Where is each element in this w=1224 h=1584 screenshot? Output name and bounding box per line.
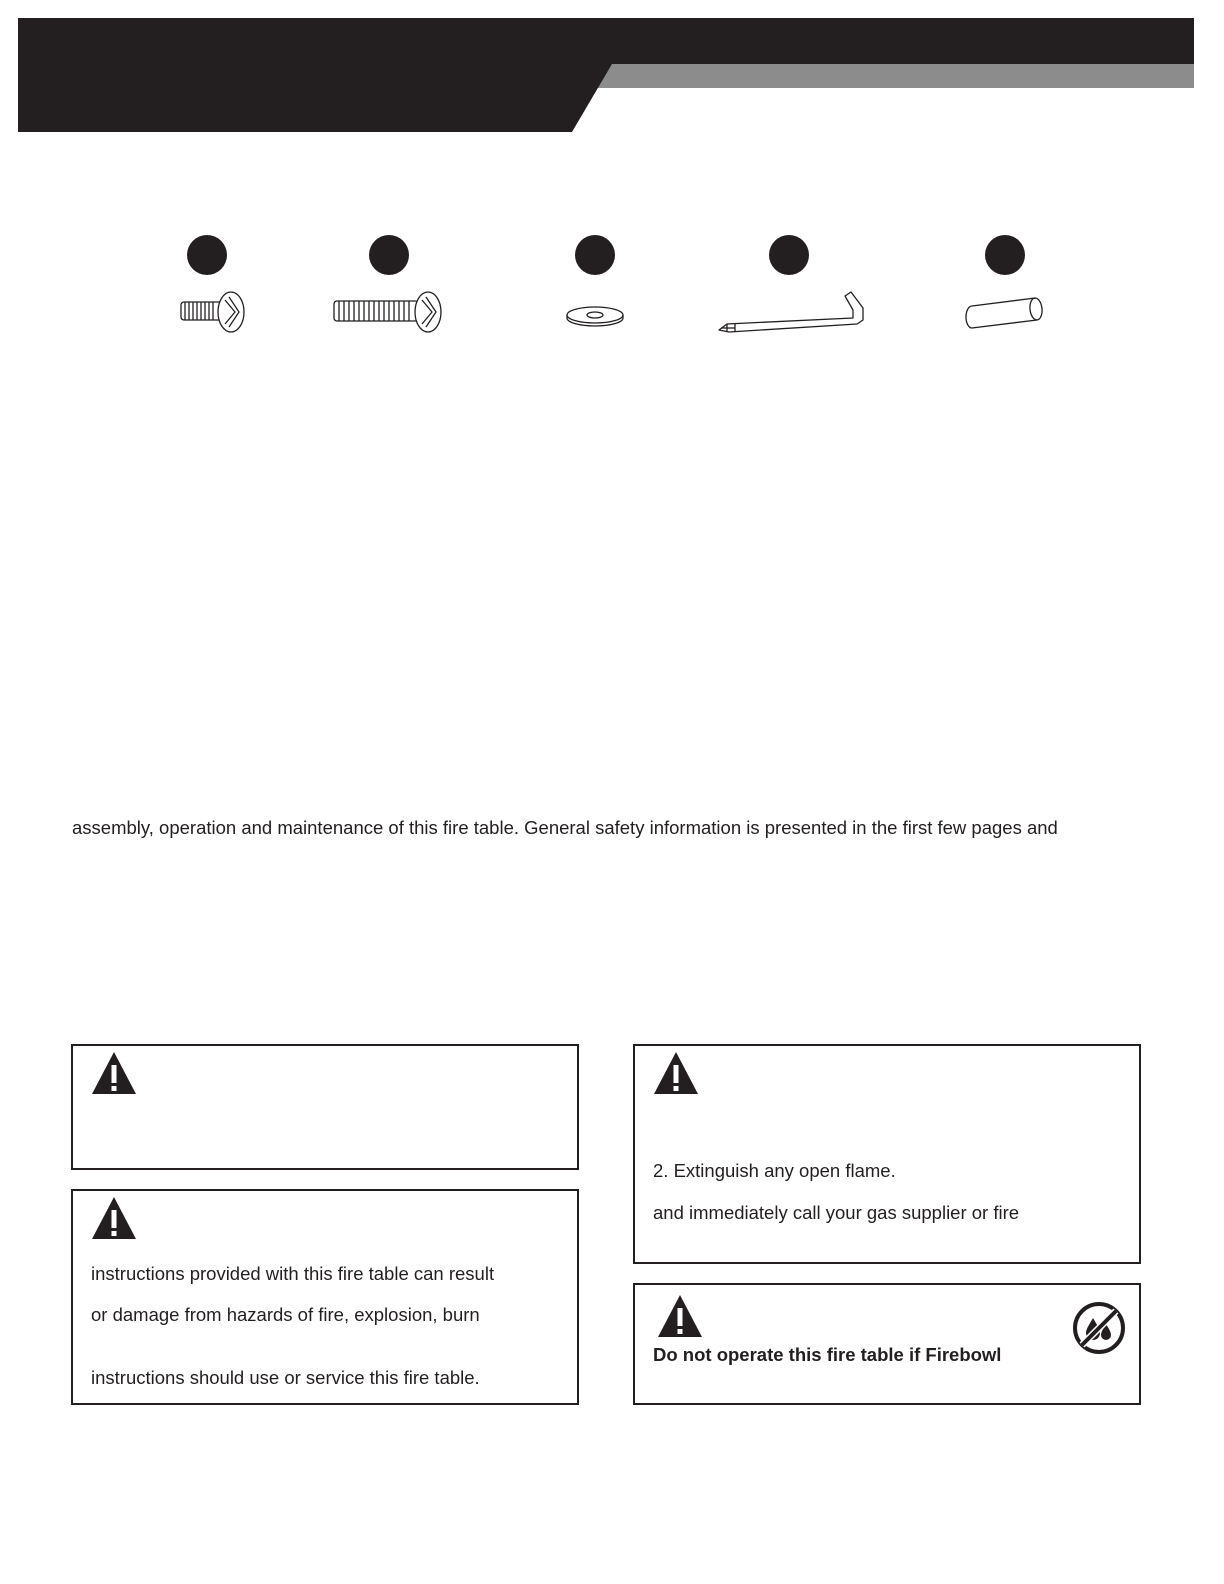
warning-box: [633, 1283, 1141, 1405]
warning-text-line: 2. Extinguish any open flame.: [653, 1160, 896, 1181]
warning-text-line: instructions should use or service this fire table.: [91, 1367, 480, 1388]
washer-icon: [562, 302, 628, 330]
intro-paragraph-line: assembly, operation and maintenance of this fire table. General safety information is presented in the first few pages and: [72, 817, 1058, 838]
warning-text-line: instructions provided with this fire table can result: [91, 1263, 495, 1284]
part-badge: [985, 235, 1025, 275]
warning-triangle-icon: [656, 1293, 704, 1339]
hardware-item: [170, 230, 260, 340]
header-band: [0, 0, 1224, 140]
header-gray-stripe: [596, 64, 1194, 88]
hardware-item: [710, 230, 870, 340]
short-bolt-icon: [175, 288, 255, 336]
warning-box: [71, 1044, 579, 1170]
warning-box: [633, 1044, 1141, 1264]
part-badge: [187, 235, 227, 275]
long-bolt-icon: [330, 288, 450, 336]
hardware-item: [550, 230, 640, 340]
warning-triangle-icon: [90, 1195, 138, 1241]
warning-text-line: and immediately call your gas supplier or fire: [653, 1202, 1020, 1223]
hardware-item: [325, 230, 455, 340]
no-water-icon: [1071, 1300, 1127, 1356]
part-badge: [769, 235, 809, 275]
warning-text-line: or damage from hazards of fire, explosion, burn: [91, 1304, 480, 1325]
warning-box: [71, 1189, 579, 1405]
warning-triangle-icon: [90, 1050, 138, 1096]
warning-triangle-icon: [652, 1050, 700, 1096]
part-badge: [575, 235, 615, 275]
sleeve-tube-icon: [963, 292, 1049, 332]
allen-wrench-icon: [715, 288, 870, 338]
warning-bold-line: Do not operate this fire table if Firebowl: [653, 1344, 1002, 1365]
part-badge: [369, 235, 409, 275]
hardware-item: [955, 230, 1055, 340]
